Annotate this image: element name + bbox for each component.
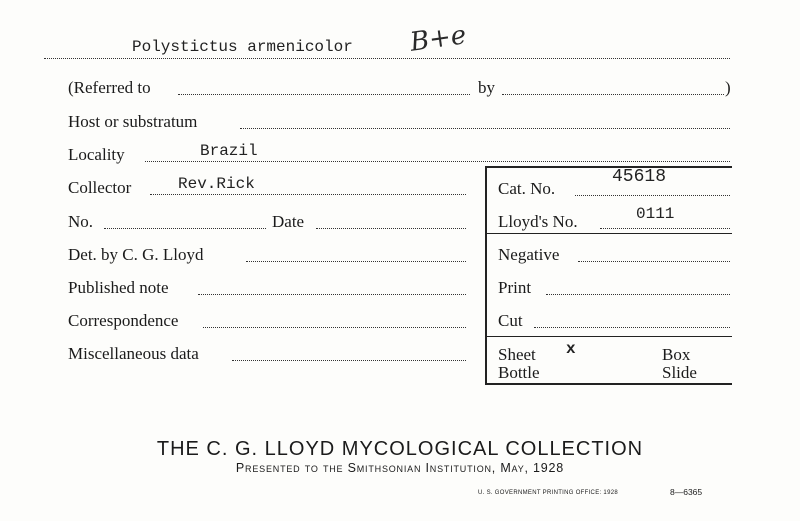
box-top-border <box>485 166 732 168</box>
box-label: Box <box>662 345 691 364</box>
no-label: No. <box>68 212 94 231</box>
slide-label: Slide <box>662 363 697 382</box>
box-bottom-border <box>485 383 732 385</box>
box-left-border <box>485 166 487 384</box>
det-by-label: Det. by C. G. Lloyd <box>68 245 204 264</box>
date-label: Date <box>272 212 305 231</box>
collector-label: Collector <box>68 178 132 197</box>
referred-to-line <box>178 94 470 95</box>
det-by-line <box>246 261 466 262</box>
by-line <box>502 94 724 95</box>
collection-title: THE C. G. LLOYD MYCOLOGICAL COLLECTION <box>156 438 644 460</box>
box-divider-2 <box>485 336 732 337</box>
lloyds-no-value: 0111 <box>636 205 675 223</box>
form-number: 8—6365 <box>670 487 703 497</box>
cat-no-value: 45618 <box>612 167 667 187</box>
print-line <box>546 294 730 295</box>
lloyds-no-line <box>600 228 730 229</box>
correspondence-label: Correspondence <box>68 311 179 330</box>
by-label: by <box>478 78 495 97</box>
host-line <box>240 128 730 129</box>
cut-label: Cut <box>498 311 523 330</box>
cat-no-label: Cat. No. <box>498 179 556 198</box>
species-name: Polystictus armenicolor <box>132 38 353 56</box>
collector-line <box>150 194 466 195</box>
referred-to-label: (Referred to <box>68 78 151 97</box>
cut-line <box>534 327 730 328</box>
bottle-label: Bottle <box>498 363 540 382</box>
locality-value: Brazil <box>200 142 258 160</box>
miscellaneous-line <box>232 360 466 361</box>
locality-line <box>145 161 730 162</box>
handwritten-mark: B+e <box>408 20 469 58</box>
close-paren: ) <box>725 78 731 97</box>
printing-office-note: U. S. GOVERNMENT PRINTING OFFICE: 1928 <box>478 490 618 496</box>
published-note-line <box>198 294 466 295</box>
collection-subtitle: Presented to the Smithsonian Institution, May, 1928 <box>235 461 565 475</box>
negative-label: Negative <box>498 245 560 264</box>
locality-label: Locality <box>68 145 125 164</box>
published-note-label: Published note <box>68 278 169 297</box>
species-underline <box>44 58 730 59</box>
collector-value: Rev.Rick <box>178 175 255 193</box>
no-line <box>104 228 266 229</box>
miscellaneous-label: Miscellaneous data <box>68 344 199 363</box>
host-label: Host or substratum <box>68 112 198 131</box>
sheet-mark: x <box>566 340 576 358</box>
cat-no-line <box>575 195 730 196</box>
lloyds-no-label: Lloyd's No. <box>498 212 578 231</box>
negative-line <box>578 261 730 262</box>
date-line <box>316 228 466 229</box>
box-divider-1 <box>485 233 732 234</box>
correspondence-line <box>203 327 466 328</box>
print-label: Print <box>498 278 532 297</box>
sheet-label: Sheet <box>498 345 536 364</box>
